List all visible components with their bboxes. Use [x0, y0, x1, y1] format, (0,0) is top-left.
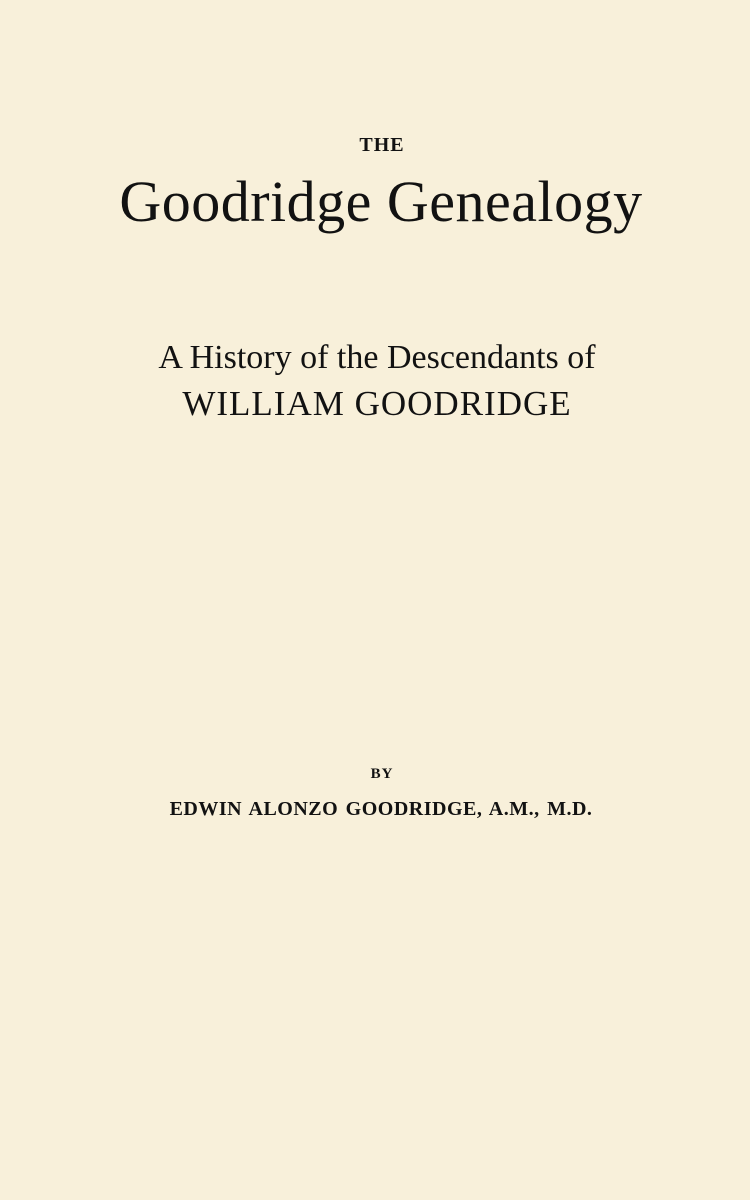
the-label: THE — [359, 134, 405, 156]
subtitle: A History of the Descendants of — [158, 339, 596, 376]
subject-name: WILLIAM GOODRIDGE — [182, 384, 572, 423]
by-label: BY — [370, 766, 394, 782]
author-name: EDWIN ALONZO GOODRIDGE, A.M., M.D. — [169, 798, 593, 820]
main-title: Goodridge Genealogy — [119, 169, 643, 234]
